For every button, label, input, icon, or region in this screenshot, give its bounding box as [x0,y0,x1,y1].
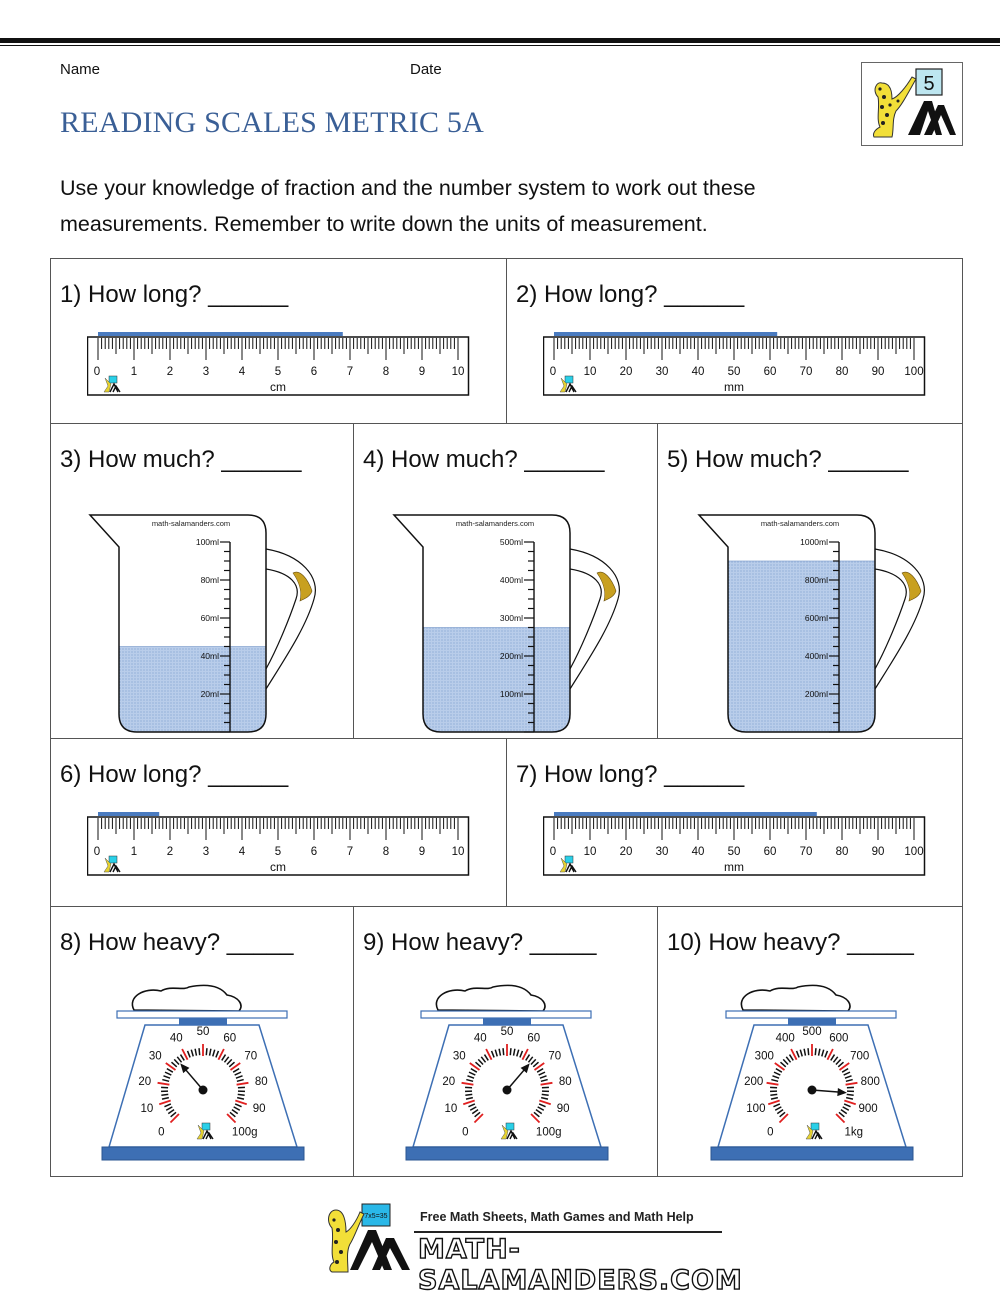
question-10-label: 10) How heavy? _____ [667,929,914,956]
svg-text:60ml: 60ml [200,613,219,623]
svg-text:80: 80 [835,846,849,858]
svg-text:800ml: 800ml [804,575,828,585]
ruler-cm-icon [87,329,477,399]
svg-text:600: 600 [829,1032,849,1045]
footer-tagline: Free Math Sheets, Math Games and Math Help [420,1210,694,1224]
svg-text:300ml: 300ml [499,613,523,623]
svg-text:200ml: 200ml [499,651,523,661]
svg-text:40: 40 [691,366,705,378]
svg-text:90: 90 [871,366,885,378]
ruler-mm-icon [543,809,933,879]
svg-text:70: 70 [799,366,813,378]
svg-text:5: 5 [274,846,282,858]
svg-text:50: 50 [727,846,741,858]
svg-text:40ml: 40ml [200,651,219,661]
svg-text:200: 200 [744,1075,764,1088]
svg-text:20: 20 [442,1075,456,1088]
svg-text:400ml: 400ml [804,651,828,661]
question-5-cell [658,424,962,739]
svg-text:math-salamanders.com: math-salamanders.com [760,519,840,528]
svg-text:60: 60 [527,1032,541,1045]
question-6-label: 6) How long? ______ [60,761,289,788]
svg-text:20ml: 20ml [200,689,219,699]
svg-text:6: 6 [310,846,318,858]
svg-text:7: 7 [346,846,354,858]
question-1-cell [51,259,507,424]
measuring-jug-icon [695,507,935,737]
question-5-label: 5) How much? ______ [667,446,909,473]
svg-text:90: 90 [252,1103,266,1116]
svg-text:20: 20 [619,846,633,858]
svg-text:2: 2 [166,366,174,378]
question-8-cell [51,907,354,1177]
svg-text:0: 0 [549,846,557,858]
svg-text:100g: 100g [535,1126,562,1139]
svg-text:70: 70 [244,1050,258,1063]
grade-number: 5 [923,73,935,95]
question-9-cell [354,907,658,1177]
svg-text:7x5=35: 7x5=35 [364,1213,388,1220]
svg-text:80ml: 80ml [200,575,219,585]
svg-text:80: 80 [254,1075,268,1088]
svg-text:50: 50 [500,1026,514,1038]
svg-text:100: 100 [904,366,924,378]
svg-text:0: 0 [767,1126,774,1139]
worksheet-grid [50,258,963,1177]
svg-text:8: 8 [382,366,390,378]
svg-text:5: 5 [274,366,282,378]
svg-text:100g: 100g [231,1126,258,1139]
svg-text:100: 100 [904,846,924,858]
svg-text:1000ml: 1000ml [800,537,828,547]
svg-text:1: 1 [130,366,138,378]
footer-brand-text: MATH-SALAMANDERS.COM [418,1234,743,1294]
svg-text:40: 40 [473,1032,487,1045]
measuring-jug-icon [86,507,326,737]
svg-text:700: 700 [850,1050,870,1063]
svg-text:10: 10 [444,1103,458,1116]
question-8-label: 8) How heavy? _____ [60,929,294,956]
svg-text:400: 400 [775,1032,795,1045]
svg-text:2: 2 [166,846,174,858]
svg-text:60: 60 [223,1032,237,1045]
question-2-cell [507,259,962,424]
svg-text:40: 40 [169,1032,183,1045]
svg-text:10: 10 [451,846,465,858]
svg-text:40: 40 [691,846,705,858]
svg-text:70: 70 [548,1050,562,1063]
question-2-label: 2) How long? ______ [516,281,745,308]
svg-text:90: 90 [556,1103,570,1116]
salamander-logo-icon [862,63,962,145]
svg-text:0: 0 [93,366,101,378]
svg-text:4: 4 [238,846,246,858]
top-rule [0,38,1000,46]
measuring-jug-icon [390,507,630,737]
question-7-label: 7) How long? ______ [516,761,745,788]
svg-text:900: 900 [858,1103,878,1116]
svg-text:8: 8 [382,846,390,858]
svg-text:0: 0 [93,846,101,858]
svg-text:80: 80 [558,1075,572,1088]
svg-text:800: 800 [860,1075,880,1088]
svg-text:1: 1 [130,846,138,858]
grade-logo [861,62,963,146]
weighing-scale-icon [99,977,309,1172]
svg-text:500: 500 [802,1026,822,1038]
svg-text:mm: mm [724,380,744,394]
svg-text:30: 30 [452,1050,466,1063]
svg-text:200ml: 200ml [804,689,828,699]
svg-text:50: 50 [727,366,741,378]
svg-text:3: 3 [202,366,210,378]
svg-text:400ml: 400ml [499,575,523,585]
svg-text:80: 80 [835,366,849,378]
salamander-footer-logo-icon [322,1200,412,1275]
svg-text:30: 30 [655,366,669,378]
svg-text:0: 0 [158,1126,165,1139]
svg-text:10: 10 [140,1103,154,1116]
page-title: READING SCALES METRIC 5A [60,106,484,139]
date-label: Date [410,61,442,78]
svg-text:7: 7 [346,366,354,378]
footer-divider [414,1231,722,1233]
svg-text:mm: mm [724,860,744,874]
svg-text:0: 0 [549,366,557,378]
question-10-cell [658,907,962,1177]
svg-text:9: 9 [418,366,426,378]
svg-text:90: 90 [871,846,885,858]
svg-text:30: 30 [655,846,669,858]
svg-text:10: 10 [583,366,597,378]
svg-text:100: 100 [746,1103,766,1116]
svg-text:0: 0 [462,1126,469,1139]
svg-text:3: 3 [202,846,210,858]
svg-text:600ml: 600ml [804,613,828,623]
question-4-label: 4) How much? ______ [363,446,605,473]
svg-text:500ml: 500ml [499,537,523,547]
ruler-cm-icon [87,809,477,879]
svg-text:10: 10 [451,366,465,378]
weighing-scale-icon [403,977,613,1172]
svg-text:1kg: 1kg [844,1126,863,1139]
svg-text:4: 4 [238,366,246,378]
svg-text:50: 50 [196,1026,210,1038]
svg-text:6: 6 [310,366,318,378]
footer-brand [322,1200,743,1294]
svg-text:20: 20 [138,1075,152,1088]
svg-text:30: 30 [148,1050,162,1063]
svg-text:100ml: 100ml [499,689,523,699]
svg-text:cm: cm [270,860,286,874]
svg-text:cm: cm [270,380,286,394]
svg-text:9: 9 [418,846,426,858]
svg-text:10: 10 [583,846,597,858]
question-3-cell [51,424,354,739]
ruler-mm-icon [543,329,933,399]
svg-text:math-salamanders.com: math-salamanders.com [151,519,231,528]
svg-text:300: 300 [754,1050,774,1063]
svg-text:100ml: 100ml [195,537,219,547]
svg-text:20: 20 [619,366,633,378]
svg-text:60: 60 [763,846,777,858]
question-3-label: 3) How much? ______ [60,446,302,473]
question-6-cell [51,739,507,907]
svg-text:60: 60 [763,366,777,378]
svg-text:70: 70 [799,846,813,858]
name-label: Name [60,61,101,78]
question-1-label: 1) How long? ______ [60,281,289,308]
question-9-label: 9) How heavy? _____ [363,929,597,956]
question-4-cell [354,424,658,739]
svg-text:math-salamanders.com: math-salamanders.com [455,519,535,528]
instructions: Use your knowledge of fraction and the number system to work out these measurements. Remember to write down the units of measurement. [60,176,756,236]
weighing-scale-icon [708,977,918,1172]
question-7-cell [507,739,962,907]
